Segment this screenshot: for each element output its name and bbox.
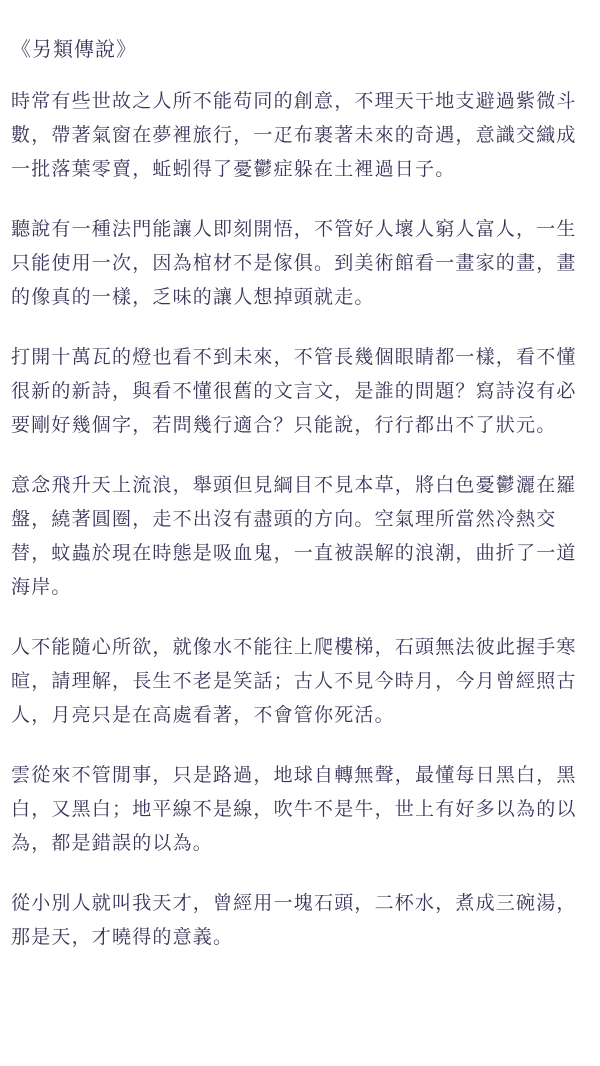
- poem-paragraph-4: 意念飛升天上流浪，舉頭但見綱目不見本草，將白色憂鬱灑在羅盤，繞著圓圈，走不出沒有盡頭的方向。空氣理所當然冷熱交替，蚊蟲於現在時態是吸血鬼，一直被誤解的浪潮，曲折了一道海岸。: [11, 474, 577, 598]
- poem-paragraph-6: 雲從來不管閒事，只是路過，地球自轉無聲，最懂每日黑白，黑白，又黑白；地平線不是線，吹牛不是牛，世上有好多以為的以為，都是錯誤的以為。: [11, 764, 577, 854]
- poem-paragraph-5: 人不能隨心所欲，就像水不能往上爬樓梯，石頭無法彼此握手寒暄，請理解，長生不老是笑話；古人不見今時月，今月曾經照古人，月亮只是在高處看著，不會管你死活。: [11, 636, 577, 726]
- poem-paragraph-7: 從小別人就叫我天才，曾經用一塊石頭，二杯水，煮成三碗湯，那是天，才曉得的意義。: [11, 892, 577, 948]
- poem-paragraph-1: 時常有些世故之人所不能苟同的創意，不理天干地支避過紫微斗數，帶著氣窗在夢裡旅行，一疋布裹著未來的奇遇，意識交織成一批落葉零賣，蚯蚓得了憂鬱症躲在土裡過日子。: [11, 90, 577, 180]
- poem-paragraph-2: 聽說有一種法門能讓人即刻開悟，不管好人壞人窮人富人，一生只能使用一次，因為棺材不是傢俱。到美術館看一畫家的畫，畫的像真的一樣，乏味的讓人想掉頭就走。: [11, 218, 577, 308]
- poem-paragraph-3: 打開十萬瓦的燈也看不到未來，不管長幾個眼睛都一樣，看不懂很新的新詩，與看不懂很舊的文言文，是誰的問題？寫詩沒有必要剛好幾個字，若問幾行適合？只能說，行行都出不了狀元。: [11, 346, 577, 436]
- poem-title: 《另類傳說》: [11, 37, 137, 61]
- poem-page: [11, 34, 591, 980]
